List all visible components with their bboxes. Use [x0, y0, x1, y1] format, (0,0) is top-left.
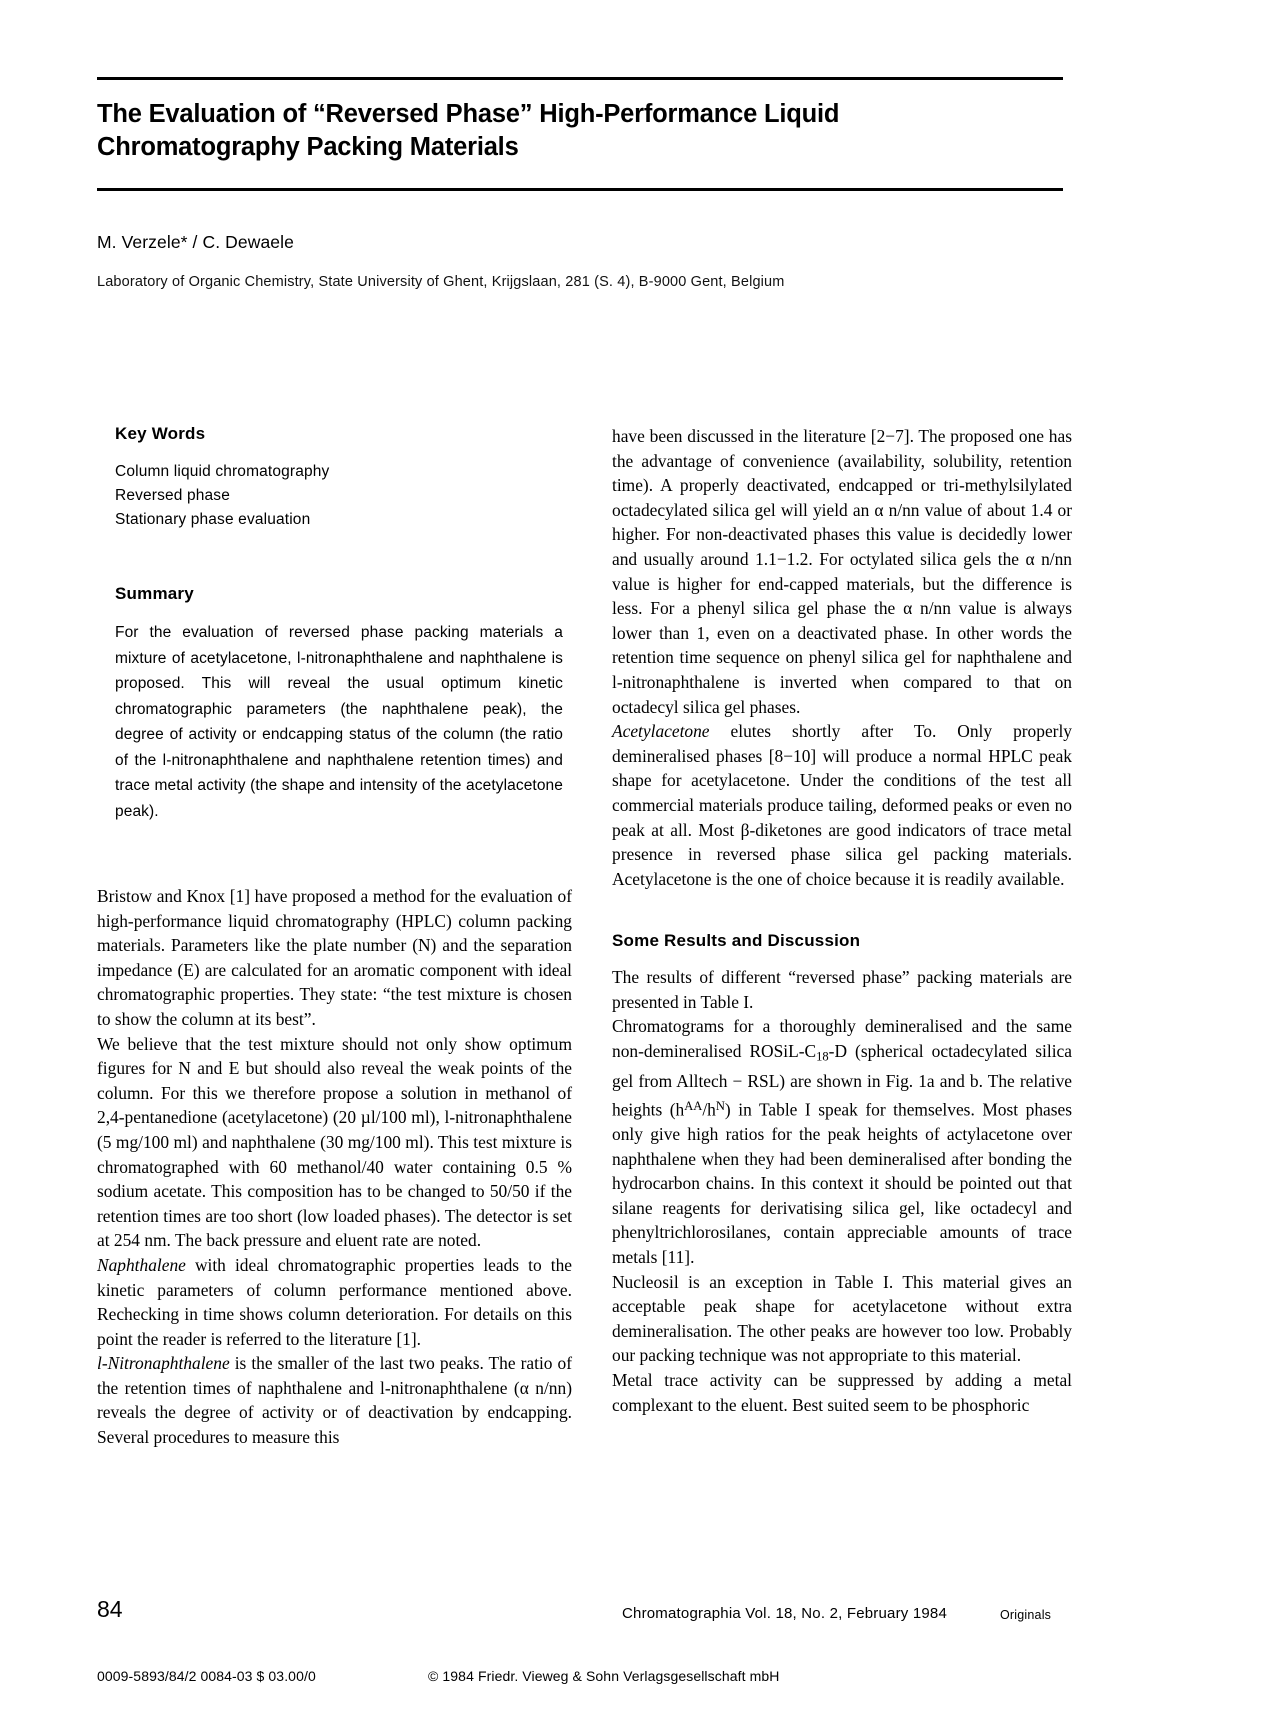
- title-rule-top: [97, 77, 1063, 80]
- right-column: [612, 424, 1072, 1417]
- summary-heading: Summary: [115, 584, 194, 603]
- spacer: [97, 824, 572, 884]
- body-paragraph-nitronaphthalene: [97, 1351, 572, 1449]
- body-paragraph-continued: have been discussed in the literature [2−7]. The proposed one has the advantage of convenience (availability, solubility, retention time). A properly deactivated, endcapped or tri-methylsilylated octadecylated silica gel will yield an α n/nn value of about 1.4 or higher. For non-deactivated phases this value is decidedly lower and usually around 1.1−1.2. For octylated silica gels the α n/nn value is higher for end-capped materials, but the difference is less. For a phenyl silica gel phase the α n/nn value is always lower than 1, even on a deactivated phase. In other words the retention time sequence on phenyl silica gel for naphthalene and l-nitronaphthalene is inverted when compared to that on octadecyl silica gel phases.: [612, 426, 1072, 717]
- superscript-n: N: [715, 1098, 725, 1113]
- subscript-18: 18: [816, 1049, 829, 1064]
- paragraph-rest: with ideal chromatographic properties leads to the kinetic parameters of column performance mentioned above. Rechecking in time shows column deterioration. For details on this point the reader is referred to the literature [1].: [97, 1254, 572, 1349]
- key-words-list: [115, 460, 570, 532]
- key-word-item: Stationary phase evaluation: [115, 511, 311, 528]
- spacer: [115, 532, 570, 584]
- abstract-block: [115, 424, 570, 824]
- key-words-heading: Key Words: [115, 424, 206, 443]
- paragraph-rest: elutes shortly after To. Only properly demineralised phases [8−10] will produce a normal HPLC peak shape for acetylacetone. Under the conditions of the test all commercial materials produce tailing, deformed peaks or even no peak at all. Most β-diketones are good indicators of trace metal presence in reversed phase silica gel packing materials. Acetylacetone is the one of choice because it is readily available.: [612, 721, 1072, 889]
- author-line: M. Verzele* / C. Dewaele: [97, 232, 294, 252]
- summary-text: For the evaluation of reversed phase packing materials a mixture of acetylacetone, l-nitronaphthalene and naphthalene is proposed. This will reveal the usual optimum kinetic chromatographic parameters (the naphthalene peak), the degree of activity or endcapping status of the column (the ratio of the l-nitronaphthalene and naphthalene retention times) and trace metal activity (the shape and intensity of the acetylacetone peak).: [115, 624, 563, 820]
- body-paragraph-naphthalene: [97, 1253, 572, 1351]
- section-label: Originals: [1000, 1608, 1052, 1622]
- fig-text-d: ) in Table I speak for themselves. Most phases only give high ratios for the peak heights of actylacetone over naphthalene when they had been demineralised after bonding the hydrocarbon chains. In this context it should be pointed out that silane reagents for derivatising silica gel, like octadecyl and phenyltrichlorosilanes, contain appreciable amounts of trace metals [11].: [612, 1099, 1072, 1267]
- term-naphthalene: Naphthalene: [97, 1254, 186, 1275]
- copyright-line: © 1984 Friedr. Vieweg & Sohn Verlagsgesellschaft mbH: [428, 1668, 780, 1684]
- term-acetylacetone: Acetylacetone: [612, 721, 710, 742]
- body-paragraph-acetylacetone: [612, 719, 1072, 891]
- term-l-nitronaphthalene: l-Nitronaphthalene: [97, 1353, 230, 1374]
- paragraph-rest-b: ) reveals the degree of activity or of deactivation by endcapping. Several procedures to measure this: [97, 1377, 572, 1448]
- results-heading: Some Results and Discussion: [612, 931, 861, 951]
- page-number: 84: [97, 1596, 123, 1622]
- fig-text-c: /h: [702, 1099, 716, 1120]
- key-word-item: Column liquid chromatography: [115, 463, 330, 480]
- body-paragraph: The results of different “reversed phase” packing materials are presented in Table I.: [612, 967, 1072, 1012]
- superscript-aa: AA: [684, 1098, 703, 1113]
- page-title: The Evaluation of “Reversed Phase” High-Performance Liquid Chromatography Packing Materials: [97, 100, 840, 161]
- paragraph-rest-a: is the smaller of the last two peaks. The ratio of the retention times of naphthalene and l-nitronaphthalene (: [97, 1353, 572, 1398]
- journal-citation: Chromatographia Vol. 18, No. 2, February 1984: [622, 1605, 948, 1622]
- body-paragraph: Metal trace activity can be suppressed by adding a metal complexant to the eluent. Best suited seem to be phosphoric: [612, 1369, 1072, 1415]
- body-paragraph: Nucleosil is an exception in Table I. This material gives an acceptable peak shape for acetylacetone without extra demineralisation. The other peaks are however too low. Probably our packing technique was not appropriate to this material.: [612, 1271, 1072, 1366]
- body-paragraph-figure-reference: [612, 1014, 1072, 1269]
- alpha-ratio-symbol: α n/nn: [519, 1377, 567, 1398]
- issn-line: 0009-5893/84/2 0084-03 $ 03.00/0: [97, 1668, 316, 1684]
- fig-text-a: Chromatograms for a thoroughly demineralised and the same non-demineralised ROSiL-C: [612, 1016, 1072, 1062]
- fig-text-b: -D (spherical octadecylated silica gel from Alltech − RSL) are shown in Fig. 1a and b. The relative heights (h: [612, 1041, 1072, 1120]
- title-rule-bottom: [97, 188, 1063, 191]
- affiliation-line: Laboratory of Organic Chemistry, State University of Ghent, Krijgslaan, 281 (S. 4), B-9000 Gent, Belgium: [97, 274, 785, 290]
- body-paragraph: We believe that the test mixture should not only show optimum figures for N and E but should also reveal the weak points of the column. For this we therefore propose a solution in methanol of 2,4-pentanedione (acetylacetone) (20 µl/100 ml), l-nitronaphthalene (5 mg/100 ml) and naphthalene (30 mg/100 ml). This test mixture is chromatographed with 60 methanol/40 water containing 0.5 % sodium acetate. This composition has to be changed to 50/50 if the retention times are too short (low loaded phases). The detector is set at 254 nm. The back pressure and eluent rate are noted.: [97, 1033, 572, 1251]
- body-paragraph: Bristow and Knox [1] have proposed a method for the evaluation of high-performance liquid chromatography (HPLC) column packing materials. Parameters like the plate number (N) and the separation impedance (E) are calculated for an aromatic component with ideal chromatographic properties. They state: “the test mixture is chosen to show the column at its best”.: [97, 886, 572, 1029]
- key-word-item: Reversed phase: [115, 487, 230, 504]
- left-column: [97, 424, 572, 1450]
